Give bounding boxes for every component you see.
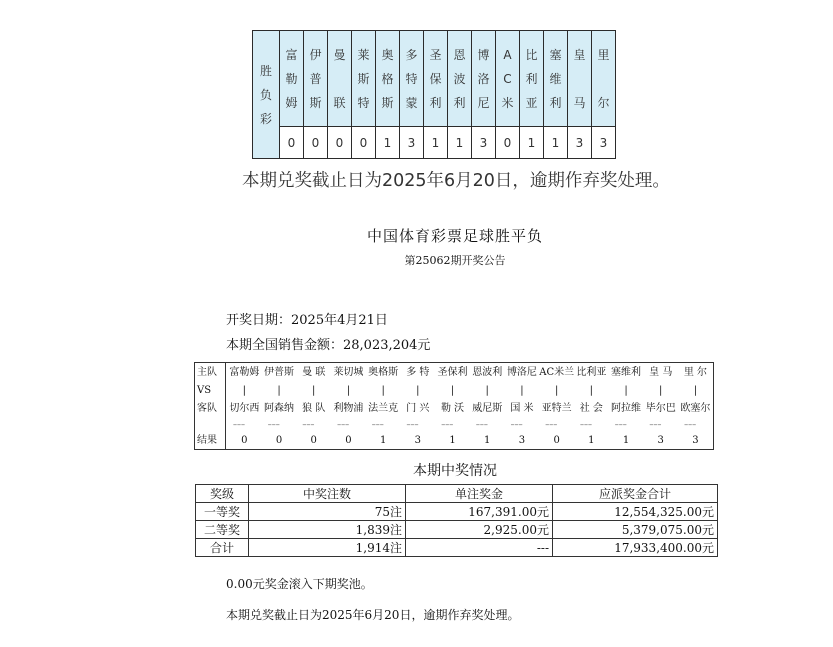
match-result: 1 (622, 435, 630, 446)
home-team: 恩波利 (472, 367, 503, 378)
home-team: 比利亚 (576, 367, 607, 378)
away-team: 狼 队 (302, 403, 326, 414)
vs-separator: | (554, 385, 559, 396)
result-cell: 1 (544, 127, 568, 159)
match-result: 0 (553, 435, 560, 446)
result-cell: 1 (520, 127, 544, 159)
bulletin-subtitle: 第25062期开奖公告 (404, 254, 506, 267)
away-team: 法兰克 (368, 403, 399, 414)
vs-label: VS (197, 385, 212, 396)
away-team: 社 会 (579, 403, 603, 414)
home-team: 博洛尼 (506, 367, 537, 378)
vs-separator: | (693, 385, 698, 396)
match-result: 0 (345, 435, 352, 446)
divider-dash: ––– (302, 420, 315, 429)
vs-separator: | (624, 385, 628, 396)
match-result: 3 (692, 435, 699, 446)
result-cell: 0 (280, 127, 304, 159)
vs-separator: | (659, 385, 663, 396)
home-team: 塞维利 (611, 367, 642, 378)
divider-dash: ––– (684, 420, 697, 429)
divider-dash: ––– (371, 420, 384, 429)
draw-date: 开奖日期：2025年4月21日 (226, 313, 388, 328)
result-cell: 1 (424, 127, 448, 159)
result-cell: 0 (304, 127, 328, 159)
vs-separator: | (416, 385, 420, 396)
home-team: 圣保利 (437, 367, 468, 378)
vs-separator: | (589, 385, 594, 396)
rollover-note: 0.00元奖金滚入下期奖池。 (226, 577, 373, 591)
divider-dash: ––– (580, 420, 592, 429)
away-team: 门 兴 (406, 403, 430, 414)
home-team: 伊普斯 (264, 367, 295, 378)
divider-dash: ––– (337, 420, 350, 429)
match-result: 0 (275, 435, 283, 446)
divider-dash: ––– (545, 420, 558, 429)
bulletin-deadline: 本期兑奖截止日为2025年6月20日，逾期作弃奖处理。 (226, 608, 520, 622)
away-team: 毕尔巴 (645, 403, 676, 414)
team-cell: 富 勒 姆 (280, 31, 304, 127)
away-team: 阿森纳 (264, 403, 295, 414)
home-team: 富勒姆 (229, 367, 260, 378)
result-cell: 3 (400, 127, 424, 159)
away-team: 勒 沃 (440, 403, 465, 414)
vs-separator: | (485, 385, 489, 396)
match-table (194, 362, 714, 450)
label-char: 彩 (259, 111, 272, 126)
away-team: 威尼斯 (472, 403, 503, 414)
home-label: 主队 (197, 367, 217, 378)
team-cell: 塞 维 利 (544, 31, 568, 127)
vs-separator: | (346, 385, 351, 396)
vs-separator: | (312, 385, 316, 396)
home-team: 莱切城 (333, 367, 364, 378)
team-cell: 多 特 蒙 (400, 31, 424, 127)
result-cell: 0 (328, 127, 352, 159)
away-team: 阿拉维 (611, 403, 642, 414)
prize-header: 奖级 (196, 485, 249, 503)
match-result: 3 (414, 435, 422, 446)
match-result: 1 (379, 435, 387, 446)
home-team: 奥格斯 (368, 367, 399, 378)
prize-header: 中奖注数 (249, 485, 406, 503)
divider-dash: ––– (510, 420, 523, 429)
vs-separator: | (381, 385, 385, 396)
away-team: 利物浦 (333, 403, 364, 414)
team-cell: A C 米 (496, 31, 520, 127)
result-cell: 1 (448, 127, 472, 159)
home-team: 皇 马 (649, 367, 673, 378)
team-cell: 里 尔 (592, 31, 616, 127)
divider-dash: ––– (406, 420, 419, 429)
result-table (252, 30, 616, 159)
prize-table (195, 484, 718, 557)
match-result: 1 (484, 435, 491, 446)
home-team: 曼 联 (302, 367, 326, 378)
match-result: 1 (449, 435, 456, 446)
vs-separator: | (450, 385, 455, 396)
result-cell: 3 (472, 127, 496, 159)
divider-dash: ––– (233, 420, 245, 429)
table-divider (225, 363, 226, 449)
home-team: 多 特 (406, 367, 430, 378)
deadline-notice: 本期兑奖截止日为2025年6月20日，逾期作弃奖处理。 (242, 171, 670, 191)
away-team: 亚特兰 (541, 403, 572, 414)
team-cell: 伊 普 斯 (304, 31, 328, 127)
divider-dash: ––– (475, 420, 488, 429)
team-cell: 恩 波 利 (448, 31, 472, 127)
draw-bulletin-image (190, 215, 720, 635)
prize-header: 应派奖金合计 (553, 485, 718, 503)
home-team: AC米兰 (539, 367, 575, 378)
away-team: 切尔西 (229, 403, 260, 414)
sales-amount: 本期全国销售金额：28,023,204元 (226, 338, 431, 353)
vs-separator: | (520, 385, 524, 396)
result-cell: 0 (352, 127, 376, 159)
team-cell: 博 洛 尼 (472, 31, 496, 127)
team-cell: 圣 保 利 (424, 31, 448, 127)
vs-separator: | (242, 385, 247, 396)
table-row: 一等奖 75注 167,391.00元 12,554,325.00元 (196, 503, 718, 521)
table-row: 合计 1,914注 --- 17,933,400.00元 (196, 539, 718, 557)
divider-dash: ––– (267, 420, 280, 429)
result-label: 结果 (197, 435, 217, 446)
match-result: 1 (588, 435, 595, 446)
team-cell: 莱 斯 特 (352, 31, 376, 127)
label-char: 胜 (259, 63, 272, 78)
prize-header: 单注奖金 (406, 485, 553, 503)
label-char: 负 (259, 87, 272, 102)
team-cell: 曼 联 (328, 31, 352, 127)
divider-dash: ––– (614, 420, 627, 429)
lottery-label-cell (253, 31, 280, 159)
table-row: 二等奖 1,839注 2,925.00元 5,379,075.00元 (196, 521, 718, 539)
team-cell: 皇 马 (568, 31, 592, 127)
bulletin-title: 中国体育彩票足球胜平负 (366, 227, 543, 245)
home-team: 里 尔 (683, 367, 708, 378)
result-cell: 3 (592, 127, 616, 159)
away-team: 欧塞尔 (680, 403, 711, 414)
away-team: 国 米 (510, 403, 534, 414)
team-cell: 奥 格 斯 (376, 31, 400, 127)
match-result: 0 (241, 435, 248, 446)
prize-section-title: 本期中奖情况 (413, 463, 497, 479)
match-result: 3 (518, 435, 526, 446)
result-cell: 3 (568, 127, 592, 159)
divider-dash: ––– (441, 420, 454, 429)
match-result: 3 (657, 435, 664, 446)
team-cell: 比 利 亚 (520, 31, 544, 127)
divider-dash: ––– (649, 420, 662, 429)
away-label: 客队 (197, 403, 217, 414)
vs-separator: | (277, 385, 281, 396)
result-cell: 0 (496, 127, 520, 159)
match-result: 0 (310, 435, 317, 446)
result-cell: 1 (376, 127, 400, 159)
